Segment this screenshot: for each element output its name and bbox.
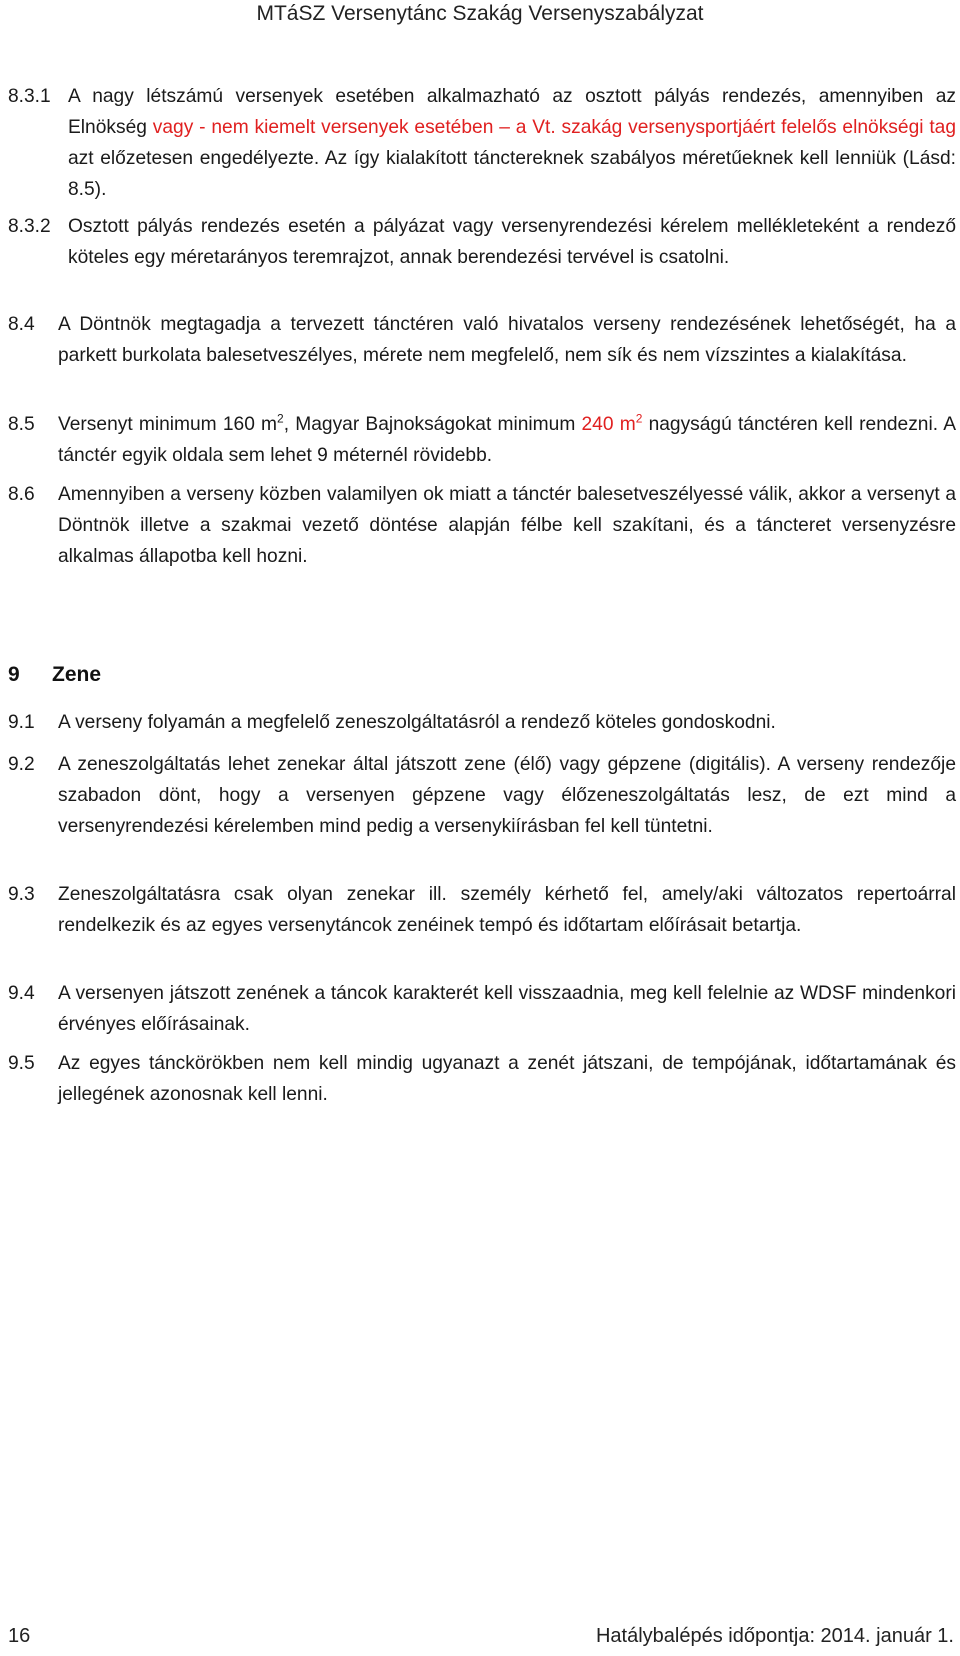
section-title: Zene [52,663,102,686]
paragraph-text [68,81,956,205]
paragraph-8-5 [8,409,956,471]
paragraph-text: Zeneszolgáltatásra csak olyan zenekar ill. személy kérhető fel, amely/aki változatos repertoárral rendelkezik és az egyes versenytáncok zenéinek tempó és időtartam előírásait betartja. [58,884,956,936]
superscript: 2 [277,411,284,426]
amended-superscript: 2 [635,411,643,426]
paragraph-9-4 [8,978,956,1040]
section-heading [8,663,101,687]
paragraph-number: 9.4 [8,983,35,1004]
paragraph-8-4 [8,309,956,371]
amended-text: vagy - nem kiemelt versenyek esetében – a Vt. szakág versenysportjáért felelős elnökségi tag [152,117,957,138]
text-segment: Versenyt minimum 160 m [58,414,278,435]
text-segment: nagyságú tánctéren kell rendezni. A tánctér egyik oldala sem lehet 9 méternél rövidebb. [58,414,956,466]
section-number: 9 [8,663,20,686]
paragraph-8-3-1 [8,81,956,205]
page-footer [8,1625,954,1648]
paragraph-text: A zeneszolgáltatás lehet zenekar által játszott zene (élő) vagy gépzene (digitális). A verseny rendezője szabadon dönt, hogy a versenyen gépzene vagy élőzeneszolgáltatás lesz, de ezt mind a versenyrendezési kérelemben mind pedig a versenykiírásban fel kell tüntetni. [58,754,956,837]
paragraph-number: 9.2 [8,754,35,775]
paragraph-number: 9.3 [8,884,35,905]
paragraph-9-3 [8,879,956,941]
document-title: MTáSZ Versenytánc Szakág Versenyszabályzat [256,2,704,25]
amended-text: 240 m [581,414,636,435]
text-segment: azt előzetesen engedélyezte. Az így kialakított tánctereknek szabályos méretűeknek kell lenniük (Lásd: 8.5). [68,148,956,200]
text-segment: , Magyar Bajnokságokat minimum [283,414,582,435]
paragraph-number: 8.3.1 [8,86,51,107]
paragraph-9-1 [8,707,956,738]
paragraph-text: Amennyiben a verseny közben valamilyen ok miatt a tánctér balesetveszélyessé válik, akkor a versenyt a Döntnök illetve a szakmai vezető döntése alapján félbe kell szakítani, és a táncteret versenyzésre alkalmas állapotba kell hozni. [58,484,956,567]
paragraph-9-5 [8,1048,956,1110]
paragraph-number: 8.4 [8,314,35,335]
page-number: 16 [8,1625,31,1647]
paragraph-number: 9.5 [8,1053,35,1074]
paragraph-text: Az egyes tánckörökben nem kell mindig ugyanazt a zenét játszani, de tempójának, időtartamának és jellegének azonosnak kell lenni. [58,1053,956,1105]
paragraph-text: A Döntnök megtagadja a tervezett tánctéren való hivatalos verseny rendezésének lehetőségét, ha a parkett burkolata balesetveszélyes, mérete nem megfelelő, nem sík és nem vízszintes a kialakítása. [58,314,956,366]
paragraph-number: 8.6 [8,484,35,505]
paragraph-number: 8.5 [8,414,35,435]
paragraph-text [58,409,956,471]
paragraph-8-3-2 [8,211,956,273]
paragraph-number: 8.3.2 [8,216,51,237]
paragraph-text: A verseny folyamán a megfelelő zeneszolgáltatásról a rendező köteles gondoskodni. [58,712,776,733]
paragraph-8-6 [8,479,956,572]
paragraph-text: Osztott pályás rendezés esetén a pályázat vagy versenyrendezési kérelem mellékleteként a rendező köteles egy méretarányos teremrajzot, annak berendezési tervével is csatolni. [68,216,956,268]
text-segment: A nagy létszámú versenyek esetében alkalmazható az osztott pályás rendezés, amennyiben az Elnökség [68,86,956,138]
paragraph-9-2 [8,749,956,842]
effective-date: Hatálybalépés időpontja: 2014. január 1. [595,1625,954,1647]
paragraph-number: 9.1 [8,712,35,733]
page-header [0,2,960,26]
paragraph-text: A versenyen játszott zenének a táncok karakterét kell visszaadnia, meg kell felelnie az WDSF mindenkori érvényes előírásainak. [58,983,956,1035]
